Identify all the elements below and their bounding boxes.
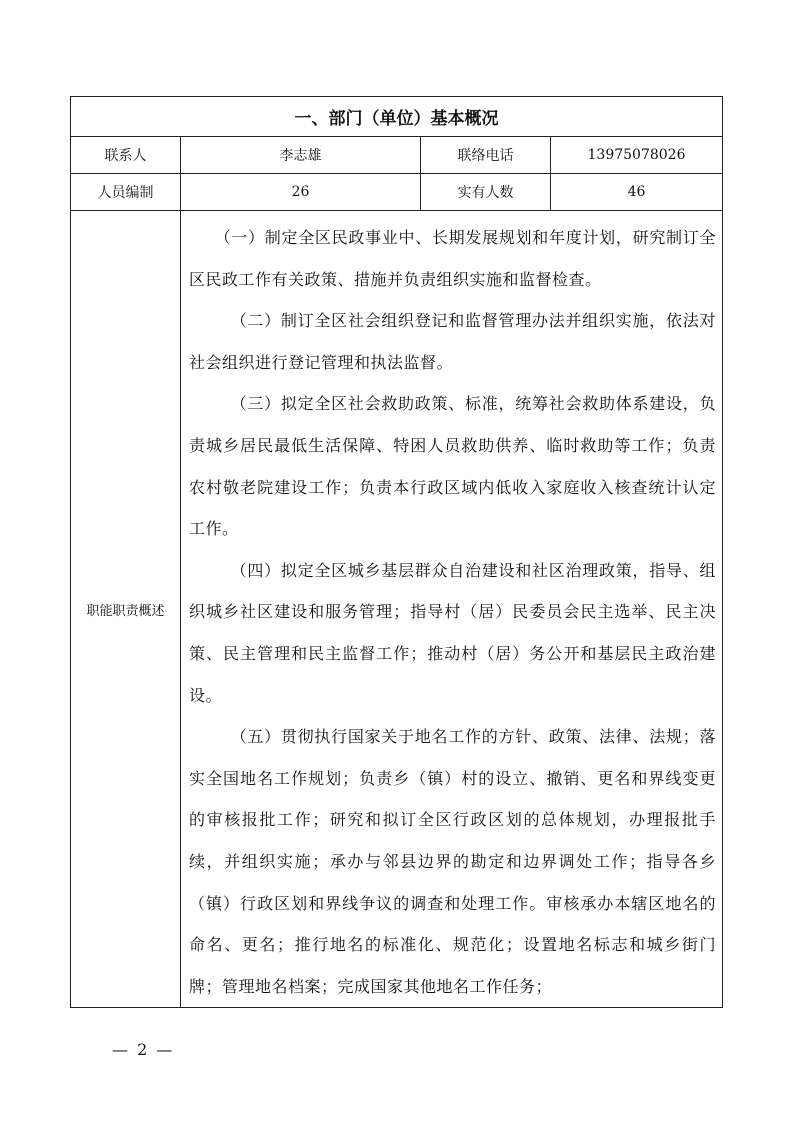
contact-label: 联系人 [71,137,181,174]
staff-row [71,174,723,211]
duty-paragraph-4: （四）拟定全区城乡基层群众自治建设和社区治理政策，指导、组织城乡社区建设和服务管理；指导村（居）民委员会民主选举、民主决策、民主管理和民主监督工作；推动村（居）务公开和基层民主政治建设。 [189,560,716,705]
phone-value: 13975078026 [551,137,723,174]
phone-label: 联络电话 [421,137,551,174]
duty-paragraph-5: （五）贯彻执行国家关于地名工作的方针、政策、法律、法规；落实全国地名工作规划；负责乡（镇）村的设立、撤销、更名和界线变更的审核报批工作；研究和拟订全区行政区划的总体规划，办理报批手续，并组织实施；承办与邻县边界的勘定和边界调处工作；指导各乡（镇）行政区划和界线争议的调查和处理工作。审核承办本辖区地名的命名、更名；推行地名的标准化、规范化；设置地名标志和城乡街门牌；管理地名档案；完成国家其他地名工作任务； [189,727,716,996]
contact-value: 李志雄 [181,137,421,174]
actual-staff-label: 实有人数 [421,174,551,211]
duties-label: 职能职责概述 [71,211,181,1008]
title-row [71,97,723,137]
duties-row [71,211,723,1008]
contact-row [71,137,723,174]
duty-paragraph-3: （三）拟定全区社会救助政策、标准，统筹社会救助体系建设，负责城乡居民最低生活保障、特困人员救助供养、临时救助等工作；负责农村敬老院建设工作；负责本行政区域内低收入家庭收入核查统计认定工作。 [189,394,716,539]
duty-paragraph-2: （二）制订全区社会组织登记和监督管理办法并组织实施，依法对社会组织进行登记管理和执法监督。 [189,311,716,372]
staff-quota-label: 人员编制 [71,174,181,211]
page-number: — 2 — [112,1040,175,1059]
table-title: 一、部门（单位）基本概况 [71,97,723,137]
basic-info-table [70,96,723,1008]
duty-paragraph-1: （一）制定全区民政事业中、长期发展规划和年度计划，研究制订全区民政工作有关政策、措施并负责组织实施和监督检查。 [189,228,716,289]
actual-staff-value: 46 [551,174,723,211]
staff-quota-value: 26 [181,174,421,211]
duties-content [181,211,723,1008]
